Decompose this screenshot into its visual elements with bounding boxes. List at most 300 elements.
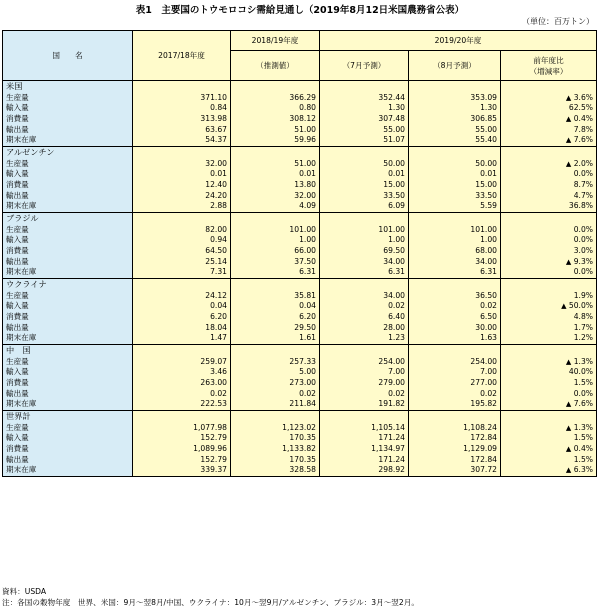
item-label: 輸出量 — [3, 125, 133, 136]
change-cell — [501, 301, 597, 312]
value-cell: 308.12 — [231, 114, 320, 125]
value-cell: 28.00 — [320, 323, 409, 334]
header-august-forecast: （8月予測） — [409, 51, 501, 81]
header-yoy-sub: （増減率） — [529, 66, 568, 76]
value-cell: 195.82 — [409, 399, 501, 410]
empty-cell — [501, 279, 597, 291]
change-cell — [501, 103, 597, 114]
value-cell: 1.00 — [320, 235, 409, 246]
item-label: 輸出量 — [3, 323, 133, 334]
change-cell — [501, 367, 597, 378]
value-cell: 1,134.97 — [320, 444, 409, 455]
value-cell: 6.31 — [231, 267, 320, 278]
value-cell: 64.50 — [133, 246, 231, 257]
value-cell: 170.35 — [231, 433, 320, 444]
change-value: 1.3% — [573, 356, 594, 366]
change-cell — [501, 399, 597, 410]
header-2018-19: 2018/19年度 — [231, 31, 320, 51]
empty-cell — [231, 147, 320, 159]
change-cell — [501, 125, 597, 136]
change-cell — [501, 114, 597, 125]
value-cell: 1,089.96 — [133, 444, 231, 455]
value-cell: 29.50 — [231, 323, 320, 334]
value-cell: 55.40 — [409, 135, 501, 146]
empty-cell — [133, 345, 231, 357]
empty-cell — [231, 81, 320, 93]
change-cell — [501, 357, 597, 368]
value-cell: 6.20 — [133, 312, 231, 323]
change-value: 3.0% — [573, 245, 594, 255]
country-row — [3, 345, 597, 357]
value-cell: 13.80 — [231, 180, 320, 191]
table-row — [3, 225, 597, 236]
value-cell: 172.84 — [409, 455, 501, 466]
item-label: 輸出量 — [3, 257, 133, 268]
decrease-triangle-icon: ▲ — [561, 302, 567, 311]
change-value: 62.5% — [568, 103, 594, 113]
value-cell: 0.01 — [133, 169, 231, 180]
footnotes — [2, 586, 419, 608]
table-row — [3, 114, 597, 125]
value-cell: 170.35 — [231, 455, 320, 466]
value-cell: 171.24 — [320, 455, 409, 466]
decrease-triangle-icon: ▲ — [565, 159, 572, 168]
change-cell — [501, 312, 597, 323]
item-label: 生産量 — [3, 159, 133, 170]
value-cell: 0.02 — [320, 389, 409, 400]
value-cell: 6.09 — [320, 201, 409, 212]
value-cell: 259.07 — [133, 357, 231, 368]
empty-cell — [320, 147, 409, 159]
table-row — [3, 180, 597, 191]
country-name: ブラジル — [3, 213, 133, 225]
item-label: 期末在庫 — [3, 465, 133, 476]
item-label: 期末在庫 — [3, 267, 133, 278]
change-cell — [501, 180, 597, 191]
value-cell: 7.31 — [133, 267, 231, 278]
change-value: 7.8% — [573, 124, 594, 134]
value-cell: 152.79 — [133, 455, 231, 466]
empty-cell — [501, 147, 597, 159]
change-cell — [501, 159, 597, 170]
value-cell: 328.58 — [231, 465, 320, 476]
decrease-triangle-icon: ▲ — [565, 444, 572, 453]
country-name: 世界計 — [3, 411, 133, 423]
change-value: 1.3% — [573, 422, 594, 432]
change-value: 0.0% — [573, 235, 594, 245]
value-cell: 1.63 — [409, 333, 501, 344]
change-cell — [501, 455, 597, 466]
value-cell: 50.00 — [409, 159, 501, 170]
header-2017-18: 2017/18年度 — [133, 31, 231, 81]
change-cell — [501, 323, 597, 334]
header-yoy-label: 前年度比 — [533, 55, 564, 65]
table-row — [3, 455, 597, 466]
value-cell: 1.47 — [133, 333, 231, 344]
change-cell — [501, 378, 597, 389]
table-title: 表1 主要国のトウモロコシ需給見通し（2019年8月12日米国農務省公表） — [135, 5, 465, 16]
value-cell: 254.00 — [320, 357, 409, 368]
change-value: 7.6% — [573, 399, 594, 409]
item-label: 輸入量 — [3, 433, 133, 444]
decrease-triangle-icon: ▲ — [565, 136, 572, 145]
value-cell: 51.00 — [231, 159, 320, 170]
table-row — [3, 433, 597, 444]
value-cell: 15.00 — [320, 180, 409, 191]
value-cell: 0.84 — [133, 103, 231, 114]
value-cell: 32.00 — [133, 159, 231, 170]
table-row — [3, 257, 597, 268]
change-value: 7.6% — [573, 135, 594, 145]
value-cell: 82.00 — [133, 225, 231, 236]
value-cell: 54.37 — [133, 135, 231, 146]
country-name: ウクライナ — [3, 279, 133, 291]
change-cell — [501, 465, 597, 476]
empty-cell — [320, 81, 409, 93]
empty-cell — [320, 345, 409, 357]
empty-cell — [501, 345, 597, 357]
value-cell: 32.00 — [231, 191, 320, 202]
change-value: 40.0% — [568, 367, 594, 377]
empty-cell — [501, 213, 597, 225]
value-cell: 51.00 — [231, 125, 320, 136]
empty-cell — [409, 279, 501, 291]
item-label: 生産量 — [3, 423, 133, 434]
change-cell — [501, 333, 597, 344]
value-cell: 152.79 — [133, 433, 231, 444]
value-cell: 307.48 — [320, 114, 409, 125]
table-row — [3, 301, 597, 312]
change-value: 0.4% — [573, 443, 594, 453]
decrease-triangle-icon: ▲ — [565, 466, 572, 475]
value-cell: 0.04 — [133, 301, 231, 312]
source-note: 資料：USDA — [2, 587, 47, 596]
value-cell: 339.37 — [133, 465, 231, 476]
empty-cell — [231, 279, 320, 291]
value-cell: 0.04 — [231, 301, 320, 312]
item-label: 消費量 — [3, 312, 133, 323]
value-cell: 306.85 — [409, 114, 501, 125]
change-value: 1.5% — [573, 377, 594, 387]
decrease-triangle-icon: ▲ — [565, 357, 572, 366]
item-label: 消費量 — [3, 246, 133, 257]
value-cell: 101.00 — [409, 225, 501, 236]
change-value: 1.5% — [573, 454, 594, 464]
empty-cell — [133, 147, 231, 159]
value-cell: 34.00 — [409, 257, 501, 268]
country-row — [3, 279, 597, 291]
value-cell: 12.40 — [133, 180, 231, 191]
header-yoy-change — [501, 51, 597, 81]
value-cell: 1.00 — [231, 235, 320, 246]
value-cell: 277.00 — [409, 378, 501, 389]
value-cell: 1,105.14 — [320, 423, 409, 434]
change-value: 6.3% — [573, 465, 594, 475]
value-cell: 5.59 — [409, 201, 501, 212]
empty-cell — [501, 81, 597, 93]
value-cell: 25.14 — [133, 257, 231, 268]
value-cell: 69.50 — [320, 246, 409, 257]
country-row — [3, 411, 597, 423]
value-cell: 1.23 — [320, 333, 409, 344]
value-cell: 30.00 — [409, 323, 501, 334]
change-value: 9.3% — [573, 256, 594, 266]
decrease-triangle-icon: ▲ — [565, 257, 572, 266]
item-label: 輸出量 — [3, 455, 133, 466]
value-cell: 353.09 — [409, 93, 501, 104]
change-cell — [501, 423, 597, 434]
item-label: 輸入量 — [3, 367, 133, 378]
value-cell: 273.00 — [231, 378, 320, 389]
value-cell: 4.09 — [231, 201, 320, 212]
table-row — [3, 93, 597, 104]
country-name: アルゼンチン — [3, 147, 133, 159]
item-label: 輸入量 — [3, 103, 133, 114]
empty-cell — [409, 147, 501, 159]
value-cell: 1,077.98 — [133, 423, 231, 434]
item-label: 消費量 — [3, 180, 133, 191]
change-cell — [501, 169, 597, 180]
value-cell: 50.00 — [320, 159, 409, 170]
empty-cell — [133, 213, 231, 225]
table-row — [3, 235, 597, 246]
empty-cell — [409, 411, 501, 423]
value-cell: 33.50 — [409, 191, 501, 202]
value-cell: 51.07 — [320, 135, 409, 146]
value-cell: 33.50 — [320, 191, 409, 202]
item-label: 生産量 — [3, 225, 133, 236]
item-label: 期末在庫 — [3, 333, 133, 344]
decrease-triangle-icon: ▲ — [565, 93, 572, 102]
table-row — [3, 201, 597, 212]
empty-cell — [231, 213, 320, 225]
empty-cell — [320, 213, 409, 225]
value-cell: 222.53 — [133, 399, 231, 410]
table-row — [3, 399, 597, 410]
supply-demand-table — [2, 30, 597, 477]
country-row — [3, 147, 597, 159]
value-cell: 59.96 — [231, 135, 320, 146]
crop-year-note: 注：各国の穀物年度 世界、米国：9月～翌8月/中国、ウクライナ：10月～翌9月/アルゼンチン、ブラジル：3月～翌2月。 — [2, 598, 419, 607]
change-cell — [501, 257, 597, 268]
value-cell: 6.31 — [320, 267, 409, 278]
value-cell: 279.00 — [320, 378, 409, 389]
value-cell: 0.02 — [409, 389, 501, 400]
value-cell: 6.40 — [320, 312, 409, 323]
value-cell: 0.80 — [231, 103, 320, 114]
change-value: 0.0% — [573, 388, 594, 398]
empty-cell — [231, 345, 320, 357]
value-cell: 66.00 — [231, 246, 320, 257]
value-cell: 7.00 — [409, 367, 501, 378]
table-body — [3, 81, 597, 477]
value-cell: 0.02 — [133, 389, 231, 400]
value-cell: 352.44 — [320, 93, 409, 104]
change-cell — [501, 444, 597, 455]
value-cell: 18.04 — [133, 323, 231, 334]
country-name: 中 国 — [3, 345, 133, 357]
change-cell — [501, 291, 597, 302]
header-july-forecast: （7月予測） — [320, 51, 409, 81]
table-row — [3, 465, 597, 476]
table-row — [3, 103, 597, 114]
change-cell — [501, 433, 597, 444]
change-value: 8.7% — [573, 179, 594, 189]
empty-cell — [409, 213, 501, 225]
empty-cell — [133, 81, 231, 93]
value-cell: 34.00 — [320, 257, 409, 268]
unit-label: （単位：百万トン） — [522, 17, 594, 26]
value-cell: 1,108.24 — [409, 423, 501, 434]
value-cell: 1.30 — [409, 103, 501, 114]
empty-cell — [231, 411, 320, 423]
item-label: 輸出量 — [3, 389, 133, 400]
change-value: 50.0% — [568, 301, 594, 311]
change-value: 1.5% — [573, 433, 594, 443]
item-label: 生産量 — [3, 291, 133, 302]
value-cell: 36.50 — [409, 291, 501, 302]
change-value: 4.8% — [573, 311, 594, 321]
value-cell: 0.01 — [320, 169, 409, 180]
table-row — [3, 444, 597, 455]
value-cell: 55.00 — [320, 125, 409, 136]
change-value: 3.6% — [573, 92, 594, 102]
change-cell — [501, 225, 597, 236]
change-value: 1.2% — [573, 333, 594, 343]
table-row — [3, 267, 597, 278]
change-cell — [501, 191, 597, 202]
item-label: 輸入量 — [3, 169, 133, 180]
change-value: 0.4% — [573, 113, 594, 123]
change-cell — [501, 389, 597, 400]
empty-cell — [320, 411, 409, 423]
value-cell: 0.02 — [231, 389, 320, 400]
item-label: 生産量 — [3, 93, 133, 104]
change-cell — [501, 135, 597, 146]
value-cell: 257.33 — [231, 357, 320, 368]
value-cell: 15.00 — [409, 180, 501, 191]
table-row — [3, 378, 597, 389]
change-cell — [501, 235, 597, 246]
table-row — [3, 312, 597, 323]
value-cell: 263.00 — [133, 378, 231, 389]
value-cell: 6.50 — [409, 312, 501, 323]
header-2019-20: 2019/20年度 — [320, 31, 597, 51]
table-row — [3, 291, 597, 302]
value-cell: 7.00 — [320, 367, 409, 378]
value-cell: 37.50 — [231, 257, 320, 268]
value-cell: 0.02 — [320, 301, 409, 312]
change-value: 4.7% — [573, 190, 594, 200]
value-cell: 1,133.82 — [231, 444, 320, 455]
value-cell: 101.00 — [320, 225, 409, 236]
empty-cell — [133, 411, 231, 423]
value-cell: 55.00 — [409, 125, 501, 136]
table-row — [3, 423, 597, 434]
value-cell: 191.82 — [320, 399, 409, 410]
empty-cell — [501, 411, 597, 423]
item-label: 期末在庫 — [3, 135, 133, 146]
decrease-triangle-icon: ▲ — [565, 423, 572, 432]
value-cell: 2.88 — [133, 201, 231, 212]
value-cell: 5.00 — [231, 367, 320, 378]
value-cell: 6.31 — [409, 267, 501, 278]
value-cell: 307.72 — [409, 465, 501, 476]
table-row — [3, 191, 597, 202]
table-row — [3, 323, 597, 334]
value-cell: 6.20 — [231, 312, 320, 323]
value-cell: 24.20 — [133, 191, 231, 202]
value-cell: 1,129.09 — [409, 444, 501, 455]
header-country: 国 名 — [3, 31, 133, 81]
item-label: 生産量 — [3, 357, 133, 368]
table-row — [3, 159, 597, 170]
table-row — [3, 357, 597, 368]
item-label: 期末在庫 — [3, 201, 133, 212]
change-cell — [501, 267, 597, 278]
header-estimate: （推測値） — [231, 51, 320, 81]
decrease-triangle-icon: ▲ — [565, 400, 572, 409]
table-row — [3, 135, 597, 146]
country-row — [3, 81, 597, 93]
value-cell: 68.00 — [409, 246, 501, 257]
value-cell: 34.00 — [320, 291, 409, 302]
value-cell: 254.00 — [409, 357, 501, 368]
value-cell: 101.00 — [231, 225, 320, 236]
value-cell: 0.02 — [409, 301, 501, 312]
value-cell: 63.67 — [133, 125, 231, 136]
item-label: 消費量 — [3, 114, 133, 125]
value-cell: 1.61 — [231, 333, 320, 344]
item-label: 消費量 — [3, 378, 133, 389]
value-cell: 366.29 — [231, 93, 320, 104]
empty-cell — [409, 345, 501, 357]
table-row — [3, 246, 597, 257]
value-cell: 211.84 — [231, 399, 320, 410]
value-cell: 1.00 — [409, 235, 501, 246]
table-row — [3, 125, 597, 136]
table-row — [3, 169, 597, 180]
change-value: 0.0% — [573, 267, 594, 277]
change-value: 2.0% — [573, 158, 594, 168]
value-cell: 0.01 — [409, 169, 501, 180]
country-row — [3, 213, 597, 225]
change-value: 0.0% — [573, 224, 594, 234]
decrease-triangle-icon: ▲ — [565, 114, 572, 123]
value-cell: 313.98 — [133, 114, 231, 125]
item-label: 輸入量 — [3, 301, 133, 312]
item-label: 輸入量 — [3, 235, 133, 246]
value-cell: 172.84 — [409, 433, 501, 444]
change-cell — [501, 93, 597, 104]
change-value: 36.8% — [568, 201, 594, 211]
empty-cell — [133, 279, 231, 291]
value-cell: 35.81 — [231, 291, 320, 302]
empty-cell — [409, 81, 501, 93]
value-cell: 3.46 — [133, 367, 231, 378]
table-row — [3, 333, 597, 344]
value-cell: 0.01 — [231, 169, 320, 180]
value-cell: 24.12 — [133, 291, 231, 302]
value-cell: 298.92 — [320, 465, 409, 476]
change-value: 1.7% — [573, 322, 594, 332]
item-label: 輸出量 — [3, 191, 133, 202]
country-name: 米国 — [3, 81, 133, 93]
change-value: 0.0% — [573, 169, 594, 179]
value-cell: 371.10 — [133, 93, 231, 104]
change-cell — [501, 201, 597, 212]
value-cell: 0.94 — [133, 235, 231, 246]
